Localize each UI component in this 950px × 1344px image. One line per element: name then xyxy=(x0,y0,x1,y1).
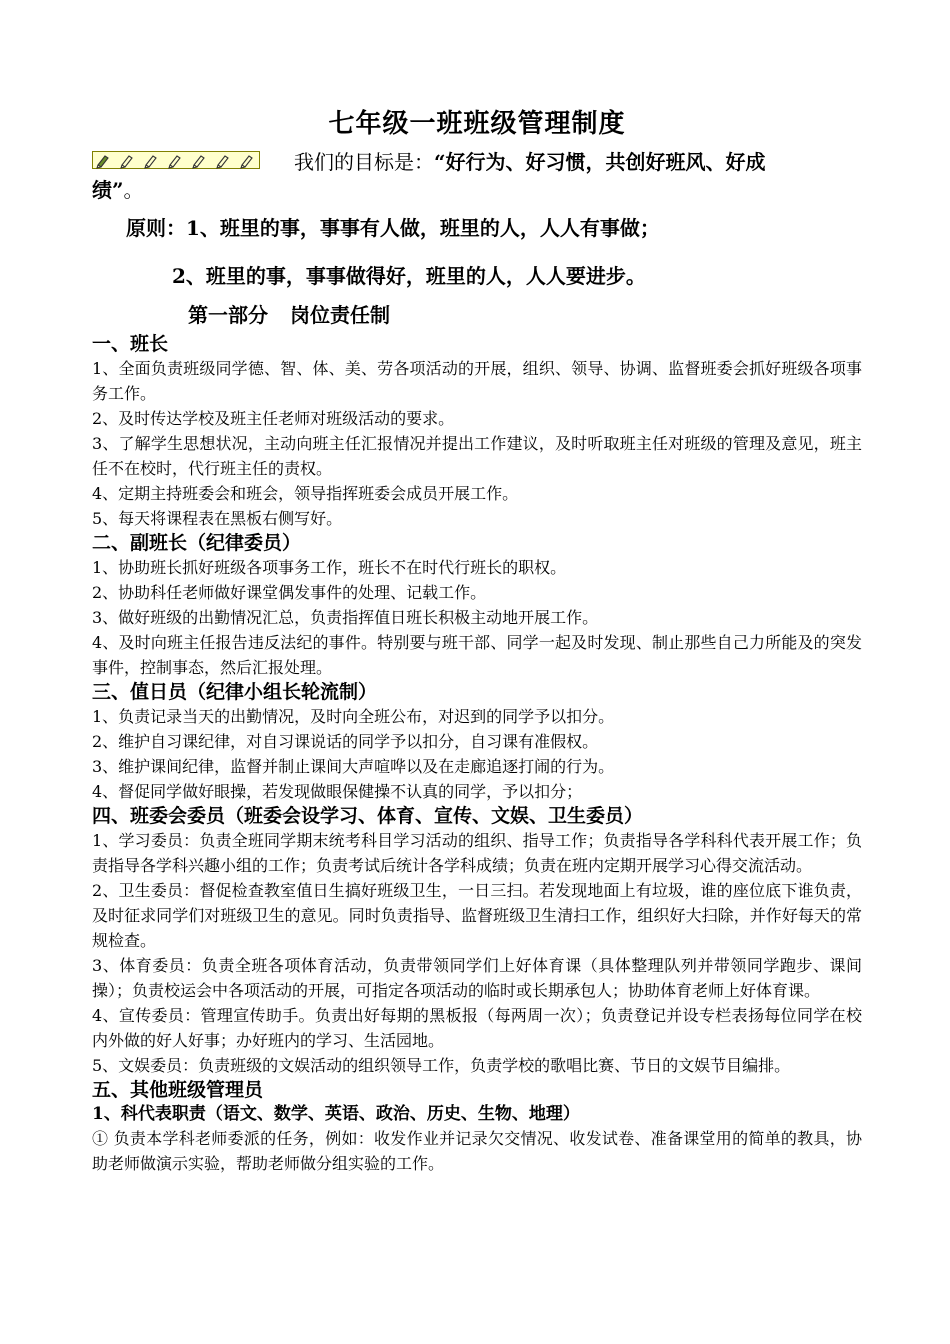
list-item: 4、及时向班主任报告违反法纪的事件。特别要与班干部、同学一起及时发现、制止那些自己力所能及的突发事件，控制事态，然后汇报处理。 xyxy=(92,633,862,677)
list-item: 2、卫生委员：督促检查教室值日生搞好班级卫生，一日三扫。若发现地面上有垃圾，谁的座位底下谁负责，及时征求同学们对班级卫生的意见。同时负责指导、监督班级卫生清扫工作，组织好大扫除，并作好每天的常规检查。 xyxy=(92,881,862,950)
list-item: 4、定期主持班委会和班会，领导指挥班委会成员开展工作。 xyxy=(92,484,519,503)
list-item: 2、维护自习课纪律，对自习课说话的同学予以扣分，自习课有准假权。 xyxy=(92,732,599,751)
goal-label: 我们的目标是： xyxy=(294,150,434,174)
document-page xyxy=(92,104,862,1176)
part-heading xyxy=(92,302,862,332)
list-item: 4、督促同学做好眼操，若发现做眼保健操不认真的同学，予以扣分； xyxy=(92,782,583,801)
pencil-icons xyxy=(92,148,260,176)
list-item: 3、维护课间纪律，监督并制止课间大声喧哗以及在走廊追逐打闹的行为。 xyxy=(92,757,615,776)
list-item: 3、做好班级的出勤情况汇总，负责指挥值日班长积极主动地开展工作。 xyxy=(92,608,599,627)
section-other-managers xyxy=(92,1078,862,1176)
list-item: 3、体育委员：负责全班各项体育活动，负责带领同学们上好体育课（具体整理队列并带领同学跑步、课间操）；负责校运会中各项活动的开展，可指定各项活动的临时或长期承包人；协助体育老师上好体育课。 xyxy=(92,956,862,1000)
section-monitor xyxy=(92,332,862,531)
list-item: 2、协助科任老师做好课堂偶发事件的处理、记载工作。 xyxy=(92,583,487,602)
list-item: 3、了解学生思想状况，主动向班主任汇报情况并提出工作建议，及时听取班主任对班级的管理及意见，班主任不在校时，代行班主任的责权。 xyxy=(92,434,862,478)
goal-text-cont: 绩” xyxy=(92,178,124,202)
principle-line-2: 2、班里的事，事事做得好，班里的人，人人要进步。 xyxy=(172,264,646,288)
principle-line-1: 原则：1、班里的事，事事有人做，班里的人，人人有事做； xyxy=(126,216,660,240)
goal-tail: 。 xyxy=(123,178,144,202)
list-item: 1、负责记录当天的出勤情况，及时向全班公布，对迟到的同学予以扣分。 xyxy=(92,707,615,726)
list-item: 1、学习委员：负责全班同学期末统考科目学习活动的组织、指导工作；负责指导各学科科代表开展工作；负责指导各学科兴趣小组的工作；负责考试后统计各学科成绩；负责在班内定期开展学习心得交流活动。 xyxy=(92,831,862,875)
list-item: 5、文娱委员：负责班级的文娱活动的组织领导工作，负责学校的歌唱比赛、节日的文娱节目编排。 xyxy=(92,1056,791,1075)
section-vice-monitor xyxy=(92,531,862,680)
section-heading: 五、其他班级管理员 xyxy=(92,1079,264,1101)
section-committee xyxy=(92,804,862,1078)
list-item: 5、每天将课程表在黑板右侧写好。 xyxy=(92,509,343,528)
section-duty xyxy=(92,680,862,804)
section-heading: 三、值日员（纪律小组长轮流制） xyxy=(92,681,378,703)
goal-line xyxy=(92,148,862,204)
list-item: ① 负责本学科老师委派的任务，例如：收发作业并记录欠交情况、收发试卷、准备课堂用的简单的教具，协助老师做演示实验，帮助老师做分组实验的工作。 xyxy=(92,1129,862,1173)
section-heading: 四、班委会委员（班委会设学习、体育、宣传、文娱、卫生委员） xyxy=(92,805,644,827)
part-title: 第一部分 xyxy=(188,303,268,327)
section-heading: 二、副班长（纪律委员） xyxy=(92,532,302,554)
document-title: 七年级一班班级管理制度 xyxy=(328,109,626,139)
part-name: 岗位责任制 xyxy=(290,303,390,327)
section-heading: 一、班长 xyxy=(92,333,169,355)
list-item: 1、全面负责班级同学德、智、体、美、劳各项活动的开展，组织、领导、协调、监督班委会抓好班级各项事务工作。 xyxy=(92,359,862,403)
section-subheading: 1、科代表职责（语文、数学、英语、政治、历史、生物、地理） xyxy=(92,1104,580,1124)
list-item: 2、及时传达学校及班主任老师对班级活动的要求。 xyxy=(92,409,455,428)
list-item: 4、宣传委员：管理宣传助手。负责出好每期的黑板报（每两周一次）；负责登记并设专栏表扬每位同学在校内外做的好人好事；办好班内的学习、生活园地。 xyxy=(92,1006,862,1050)
goal-text: “好行为、好习惯，共创好班风、好成 xyxy=(434,150,766,174)
list-item: 1、协助班长抓好班级各项事务工作，班长不在时代行班长的职权。 xyxy=(92,558,567,577)
